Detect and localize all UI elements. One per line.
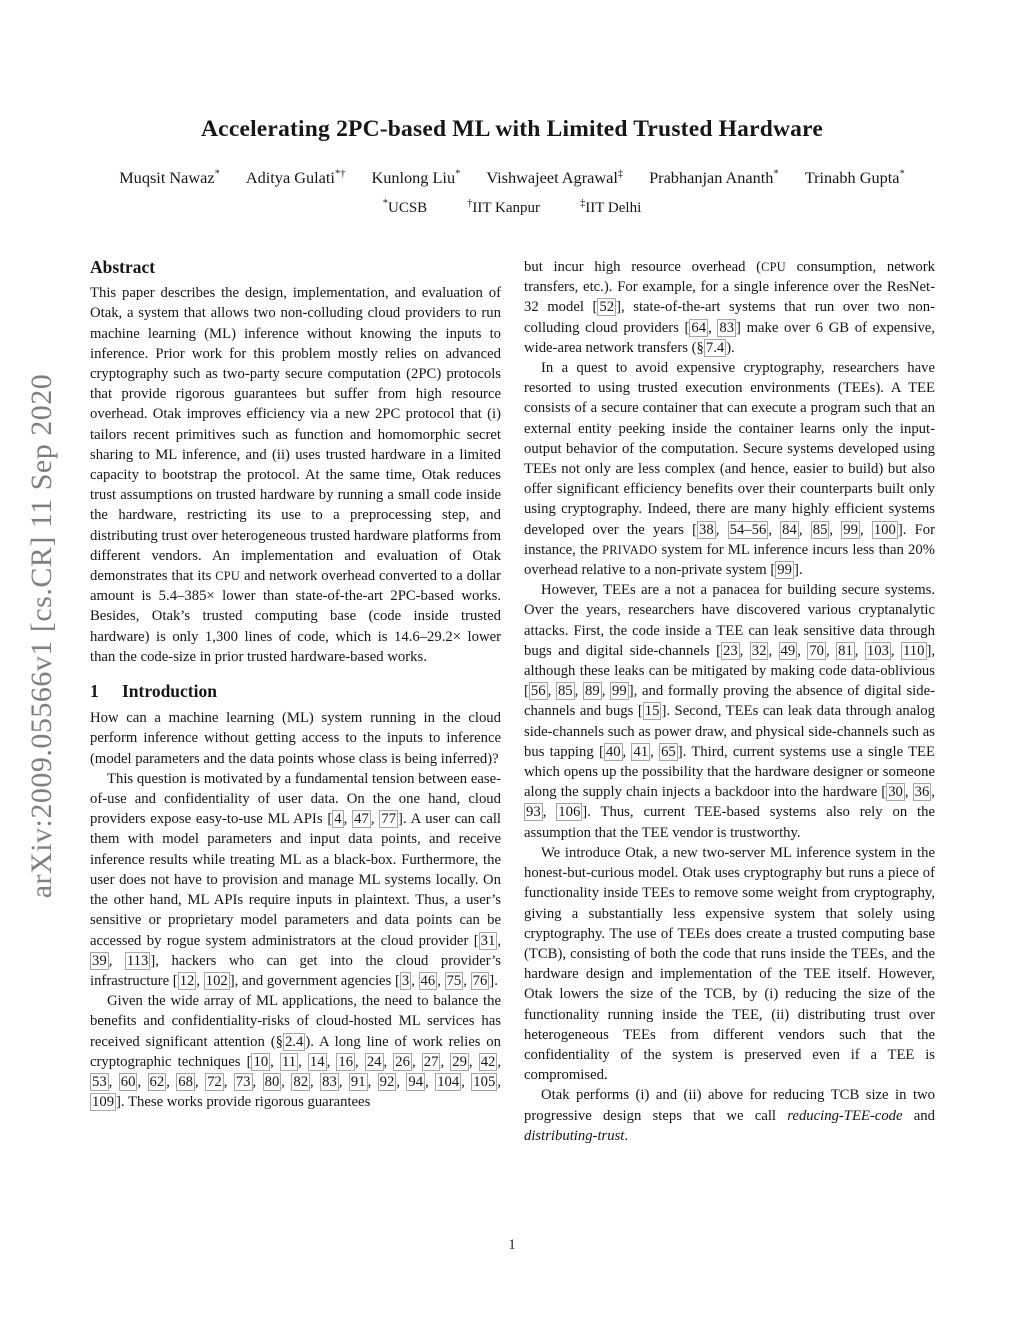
citation-number[interactable]: 81 bbox=[838, 642, 853, 659]
author-affiliation-mark: * bbox=[773, 168, 779, 180]
citation-number[interactable]: 52 bbox=[599, 299, 615, 316]
author-affiliation-mark: ‡ bbox=[617, 168, 624, 180]
citation-number[interactable]: 26 bbox=[395, 1053, 410, 1070]
citation-number[interactable]: 12 bbox=[179, 972, 195, 989]
author-list bbox=[0, 168, 1024, 188]
citation-number[interactable]: 102 bbox=[205, 972, 228, 989]
text-run: . These works provide rigorous guarantees bbox=[120, 1094, 371, 1111]
text-run: In a quest to avoid expensive cryptography, researchers have resorted to using trusted execution environments (TEEs). A TEE consists of a secure container that can execute a program such that an external entity peeking inside the container learns only the input-output behavior of the computation. Secure systems developed using TEEs not only are less complex (and hence, easier to build) but also offer significant efficiency benefits over their counterparts built only using cryptography. Indeed, there are many highly efficient systems developed over the years bbox=[524, 360, 935, 538]
text-run: CPU bbox=[215, 569, 241, 584]
author-name: Vishwajeet Agrawal bbox=[486, 168, 618, 187]
citation-number[interactable]: 24 bbox=[366, 1053, 382, 1070]
text-run: , and government agencies bbox=[234, 972, 395, 989]
citation-number[interactable]: 83 bbox=[719, 319, 735, 336]
citation-number[interactable]: 93 bbox=[526, 804, 541, 821]
citation-number[interactable]: 109 bbox=[92, 1094, 115, 1111]
text-run: However, TEEs are a not a panacea for building secure systems. Over the years, researchers have discovered various cryptanalytic attacks. First, the code inside a TEE can leak sensitive data through bugs and digital side-channels bbox=[524, 582, 935, 659]
author bbox=[119, 168, 220, 187]
citation-number[interactable]: 68 bbox=[178, 1073, 193, 1090]
citation-link[interactable]: [ 52 ] bbox=[592, 299, 622, 316]
citation-number[interactable]: 99 bbox=[777, 562, 792, 579]
citation-number[interactable]: 16 bbox=[338, 1053, 354, 1070]
citation-number[interactable]: 60 bbox=[120, 1073, 136, 1090]
citation-link[interactable]: [ 99 ] bbox=[770, 562, 799, 579]
citation-number[interactable]: 27 bbox=[423, 1053, 439, 1070]
text-run: Given the wide array of ML applications, the need to balance the benefits and confidentiality-risks of cloud-hosted ML services has received significant attention (§ bbox=[90, 993, 501, 1050]
text-run: . For instance, the bbox=[524, 521, 936, 558]
page-number: 1 bbox=[508, 1237, 516, 1253]
citation-number[interactable]: 104 bbox=[437, 1073, 460, 1090]
section-ref-link[interactable]: 7.4 bbox=[705, 339, 725, 356]
citation-number[interactable]: 99 bbox=[843, 521, 858, 538]
paragraph bbox=[524, 358, 935, 580]
citation-link[interactable]: [ 3 , 46 , 75 , 76 ] bbox=[394, 972, 495, 989]
text-run: ). A long line of work relies on cryptographic techniques bbox=[90, 1033, 501, 1070]
citation-number[interactable]: 29 bbox=[452, 1053, 467, 1070]
citation-link[interactable]: [ 4 , 47 , 77 ] bbox=[327, 811, 403, 828]
citation-number[interactable]: 77 bbox=[381, 811, 397, 828]
citation-link[interactable]: [ 31 , 39 , 113 ] bbox=[92, 932, 501, 969]
citation-number[interactable]: 85 bbox=[557, 683, 573, 700]
paragraph bbox=[524, 843, 935, 1085]
citation-link[interactable]: [ 23 , 32 , 49 , 70 , 81 , 103 , 110 ] bbox=[716, 642, 932, 659]
citation-number[interactable]: 75 bbox=[446, 972, 462, 989]
paragraph bbox=[524, 580, 935, 843]
citation-number[interactable]: 72 bbox=[207, 1073, 222, 1090]
paragraph bbox=[524, 1085, 935, 1146]
citation-number[interactable]: 11 bbox=[281, 1053, 297, 1070]
citation-number[interactable]: 30 bbox=[888, 784, 903, 801]
citation-number[interactable]: 49 bbox=[780, 642, 796, 659]
section-ref-link[interactable]: 2.4 bbox=[284, 1033, 304, 1050]
citation-number[interactable]: 82 bbox=[293, 1073, 309, 1090]
affiliation-name: UCSB bbox=[387, 200, 428, 216]
text-run: ). bbox=[726, 339, 735, 356]
citation-number[interactable]: 110 bbox=[903, 642, 925, 659]
affiliation-mark: * bbox=[382, 198, 388, 209]
text-run: This question is motivated by a fundamental tension between ease-of-use and confidentiality of user data. On the one hand, cloud providers expose easy-to-use ML APIs bbox=[90, 770, 501, 828]
citation-number[interactable]: 56 bbox=[530, 683, 546, 700]
citation-link[interactable]: [ 64 , 83 ] bbox=[684, 319, 741, 336]
citation-number[interactable]: 83 bbox=[322, 1073, 337, 1090]
author-name: Kunlong Liu bbox=[371, 168, 456, 187]
citation-number[interactable]: 15 bbox=[644, 703, 660, 720]
author-name: Muqsit Nawaz bbox=[119, 168, 215, 187]
citation-number[interactable]: 62 bbox=[149, 1073, 165, 1090]
paragraph bbox=[90, 991, 501, 1112]
paragraph bbox=[90, 708, 501, 769]
text-run: . bbox=[494, 972, 498, 989]
citation-number[interactable]: 10 bbox=[253, 1053, 269, 1070]
citation-number[interactable]: 32 bbox=[751, 642, 767, 659]
author bbox=[371, 168, 460, 187]
affiliation-mark: ‡ bbox=[580, 198, 586, 209]
two-column-body bbox=[90, 257, 935, 1146]
citation-link[interactable]: [ 38 , 54–56 , 84 , 85 , 99 , 100 ] bbox=[692, 521, 903, 538]
author-affiliation-mark: * bbox=[899, 168, 905, 180]
affiliation bbox=[467, 200, 540, 216]
citation-number[interactable]: 39 bbox=[92, 952, 107, 969]
author-name: Aditya Gulati bbox=[245, 168, 335, 187]
affiliation bbox=[580, 200, 641, 216]
text-run: consumption, network transfers, etc.). For example, for a single inference over the ResNet-32 model bbox=[524, 259, 936, 316]
citation-number[interactable]: 40 bbox=[605, 743, 621, 760]
paragraph bbox=[524, 257, 935, 358]
affiliation bbox=[383, 200, 427, 216]
text-run: system for ML inference incurs less than 20% overhead relative to a non-private system bbox=[524, 541, 935, 579]
paragraph bbox=[90, 769, 501, 991]
text-run: . Third, current systems use a single TEE which opens up the possibility that the hardware designer or someone along the supply chain injects a backdoor into the hardware bbox=[524, 743, 936, 801]
abstract-heading bbox=[90, 257, 501, 277]
citation-number[interactable]: 84 bbox=[782, 521, 797, 538]
citation-number[interactable]: 99 bbox=[612, 683, 627, 700]
citation-number[interactable]: 36 bbox=[914, 784, 930, 801]
text-run: PRIVADO bbox=[602, 542, 658, 557]
citation-number[interactable]: 53 bbox=[92, 1073, 107, 1090]
text-run: . Thus, current TEE-based systems also rely on the assumption that the TEE vendor is trustworthy. bbox=[524, 804, 936, 841]
section-number: 1 bbox=[90, 681, 99, 702]
citation-link[interactable]: [ 56 , 85 , 89 , 99 ] bbox=[524, 683, 634, 700]
citation-number[interactable]: 105 bbox=[473, 1073, 496, 1090]
citation-number[interactable]: 65 bbox=[661, 743, 676, 760]
citation-number[interactable]: 85 bbox=[812, 521, 828, 538]
citation-number[interactable]: 92 bbox=[379, 1073, 395, 1090]
heading-text: Introduction bbox=[122, 681, 217, 702]
citation-number[interactable]: 80 bbox=[264, 1073, 280, 1090]
author bbox=[486, 168, 623, 187]
citation-number[interactable]: 73 bbox=[235, 1073, 251, 1090]
citation-number[interactable]: 42 bbox=[480, 1053, 496, 1070]
author-name: Trinabh Gupta bbox=[804, 168, 900, 187]
text-run: , although these leaks can be mitigated by making code data-oblivious bbox=[524, 642, 936, 680]
affiliation-name: IIT Kanpur bbox=[472, 200, 541, 216]
citation-number[interactable]: 70 bbox=[809, 642, 824, 659]
text-run: and bbox=[902, 1107, 935, 1124]
paragraph bbox=[90, 283, 501, 667]
text-run: . A user can call them with model parameters and input data points, and receive inference results while treating ML as a black-box. Furthermore, the user does not have to provision and manage ML systems locally. On the other hand, ML APIs require inputs in plaintext. Thus, a user’s sensitive or proprietary model parameters and data points can be accessed by rogue system administrators at the cloud provider bbox=[90, 811, 502, 949]
citation-number[interactable]: 4 bbox=[334, 811, 342, 828]
citation-number[interactable]: 41 bbox=[633, 743, 649, 760]
text-run: We introduce Otak, a new two-server ML inference system in the honest-but-curious model. Otak uses cryptography but runs a piece of functionality inside TEEs to remove some weight from cryptography, giving a substantially less expensive system that solely using cryptography. The use of TEEs does create a trusted computing base (TCB), consisting of both the code that runs inside the TEEs, and the hardware design and implementation of the TEE itself. However, Otak lowers the size of the TCB, by (i) reducing the size of the functionality running inside the TEE, (ii) distributing trust over heterogeneous TEEs from different vendors such that the confidentiality of the system is preserved even if a TEE is compromised. bbox=[524, 844, 935, 1084]
citation-link[interactable]: [ 10 , 11 , 14 , 16 , 24 , 26 , 27 , 29 , 42 , 53 , 60 , 62 , 68 , 72 , 73 , 80 , 82 , 83 , 91 , 92 , 94 , 104 , 105 , 109 ] bbox=[92, 1053, 502, 1111]
citation-number[interactable]: 89 bbox=[585, 683, 600, 700]
citation-number[interactable]: 54–56 bbox=[729, 521, 767, 538]
citation-link[interactable]: [ 15 ] bbox=[637, 703, 667, 720]
citation-number[interactable]: 38 bbox=[699, 521, 714, 538]
affiliation-name: IIT Delhi bbox=[585, 200, 642, 216]
text-run: distributing-trust bbox=[524, 1127, 625, 1144]
citation-number[interactable]: 76 bbox=[472, 972, 488, 989]
author bbox=[246, 168, 346, 187]
author bbox=[805, 168, 905, 187]
text-run: . bbox=[624, 1127, 629, 1144]
citation-number[interactable]: 3 bbox=[401, 972, 410, 989]
citation-number[interactable]: 64 bbox=[691, 319, 707, 336]
author bbox=[649, 168, 779, 187]
author-affiliation-mark: * bbox=[214, 168, 220, 180]
author-affiliation-mark: * bbox=[455, 168, 461, 180]
citation-number[interactable]: 47 bbox=[354, 811, 369, 828]
author-name: Prabhanjan Ananth bbox=[649, 168, 774, 187]
text-run: and network overhead converted to a dollar amount is 5.4–385× lower than state-of-the-art 2PC-based works. Besides, Otak’s trusted computing base (code inside trusted hardware) is only 1,300 lines of code, which is 14.6–29.2× lower than the code-size in prior trusted hardware-based works. bbox=[90, 568, 501, 665]
text-run: , state-of-the-art systems that run over two non-colluding cloud providers bbox=[524, 299, 935, 336]
citation-number[interactable]: 100 bbox=[873, 521, 896, 538]
text-run: make over 6 GB of expensive, wide-area network transfers (§ bbox=[524, 319, 935, 356]
text-run: , and formally proving the absence of digital side-channels and bugs bbox=[524, 683, 935, 720]
text-run: reducing-TEE-code bbox=[787, 1107, 903, 1124]
text-run: Otak performs (i) and (ii) above for reducing TCB size in two progressive design steps that we call bbox=[524, 1087, 935, 1124]
text-run: . Second, TEEs can leak data through analog side-channels such as power draw, and physical side-channels such as bus tapping bbox=[524, 703, 935, 760]
paper-header bbox=[0, 0, 1024, 217]
citation-number[interactable]: 113 bbox=[126, 952, 149, 969]
text-run: but incur high resource overhead ( bbox=[524, 259, 762, 275]
citation-link[interactable]: [ 30 , 36 , 93 , 106 ] bbox=[526, 784, 936, 821]
citation-link[interactable]: [ 12 , 102 ] bbox=[172, 972, 235, 989]
citation-number[interactable]: 103 bbox=[866, 642, 889, 659]
author-affiliation-mark: *† bbox=[334, 168, 346, 180]
text-run: CPU bbox=[761, 260, 786, 274]
citation-link[interactable]: [ 40 , 41 , 65 ] bbox=[598, 743, 683, 760]
citation-number[interactable]: 14 bbox=[309, 1053, 325, 1070]
citation-number[interactable]: 31 bbox=[480, 932, 496, 949]
affiliation-list bbox=[0, 200, 1024, 217]
heading-text: Abstract bbox=[90, 257, 156, 277]
page-footer bbox=[0, 1237, 1024, 1254]
text-run: . bbox=[798, 562, 803, 579]
affiliation-mark: † bbox=[467, 198, 473, 209]
citation-number[interactable]: 94 bbox=[408, 1073, 424, 1090]
citation-number[interactable]: 91 bbox=[350, 1073, 366, 1090]
right-column bbox=[524, 257, 935, 1146]
text-run: , hackers who can get into the cloud provider’s infrastructure bbox=[90, 952, 502, 989]
section-heading bbox=[90, 681, 501, 701]
arxiv-watermark: arXiv:2009.05566v1 [cs.CR] 11 Sep 2020 bbox=[25, 373, 58, 899]
left-column bbox=[90, 257, 501, 1146]
citation-number[interactable]: 46 bbox=[420, 972, 436, 989]
text-run: How can a machine learning (ML) system running in the cloud perform inference without getting access to the inputs to inference (model parameters and the data points whose class is being inferred)? bbox=[90, 710, 501, 767]
citation-number[interactable]: 106 bbox=[558, 804, 581, 821]
paper-title: Accelerating 2PC-based ML with Limited Trusted Hardware bbox=[201, 116, 823, 142]
citation-number[interactable]: 23 bbox=[722, 642, 738, 659]
text-run: This paper describes the design, implementation, and evaluation of Otak, a system that allows two non-colluding cloud providers to run machine learning (ML) inference without knowing the inputs to inference. Prior work for this problem mostly relies on advanced cryptography such as two-party secure computation (2PC) protocols that provide rigorous guarantees but suffer from high resource overhead. Otak improves efficiency via a new 2PC protocol that (i) tailors recent primitives such as function and homomorphic secret sharing to ML inference, and (ii) uses trusted hardware in a limited capacity to bootstrap the protocol. At the same time, Otak reduces trust assumptions on trusted hardware by running a small code inside the hardware, restricting its use to a preprocessing step, and distributing trust over heterogeneous trusted hardware platforms from different vendors. An implementation and evaluation of Otak demonstrates that its bbox=[90, 285, 501, 585]
